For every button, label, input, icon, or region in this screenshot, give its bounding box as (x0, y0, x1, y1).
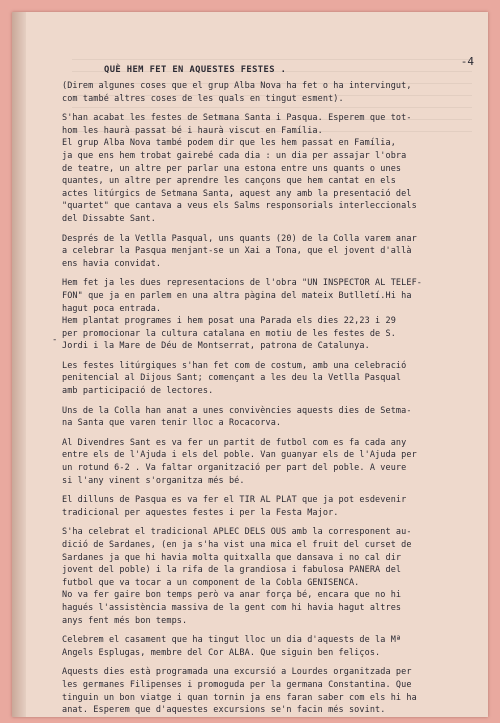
paragraph: Hem fet ja les dues representacions de l'obra "UN INSPECTOR AL TELEF- FON" que ja en parlem en una altra pàgina del mateix Butlletí.Hi ha hagut poca entrada. Hem plantat programes i hem posat una Parada els dies 22,23 i 29 per promocionar la cultura catalana en motiu de les festes de S. Jordi i la Mare de Déu de Montserrat, patrona de Catalunya. (62, 278, 423, 352)
margin-mark: - (52, 335, 58, 345)
page-binding (12, 12, 26, 717)
paragraph: Uns de la Colla han anat a unes convivències aquests dies de Setma- na Santa que varen tenir lloc a Rocacorva. (62, 405, 412, 429)
body-text (62, 80, 488, 717)
paragraph: Al Divendres Sant es va fer un partit de futbol com es fa cada any entre els de l'Ajuda i els del poble. Van guanyar els de l'Ajuda per un rotund 6-2 . Va faltar organització per part del poble. A veure si l'any vinent s'organitza més bé. (62, 437, 417, 486)
page-title: QUÈ HEM FET EN AQUESTES FESTES . (104, 65, 287, 75)
paragraph: Aquests dies està programada una excursió a Lourdes organitzada per les germanes Filipenses i promoguda per la germana Constantina. Que tinguin un bon viatge i quan tornin ja ens faran saber com els hi ha anat. Esperem que d'aquestes excursions se'n facin més sovint. (62, 667, 417, 716)
document-page (12, 12, 488, 717)
paragraph: S'han acabat les festes de Setmana Santa i Pasqua. Esperem que tot- hom les haurà passat bé i haurà viscut en Família. El grup Alba Nova també podem dir que les hem passat en Família, ja que ens hem trobat gairebé cada dia : un dia per assajar l'obra de teatre, un altre per parlar una estona entre uns quants o unes quantes, un altre per aprendre les cançons que hem cantat en els actes litúrgics de Setmana Santa, aquest any amb la presentació del "quartet" que cantava a veus els Salms responsorials interleccionals del Dissabte Sant. (62, 113, 417, 224)
paragraph: S'ha celebrat el tradicional APLEC DELS OUS amb la corresponent au- dició de Sardanes, (en ja s'ha vist una mica el fruit del curset de Sardanes ja que hi havia molta quitxalla que dansava i no cal dir jovent del poble) i la rifa de la grandiosa i fabulosa PANERA del futbol que va tocar a un component de la Cobla GENISENCA. No va fer gaire bon temps però va anar força bé, encara que no hi hagués l'assistència massiva de la gent com hi havia hagut altres anys fent més bon temps. (62, 527, 412, 626)
header (104, 55, 484, 77)
paragraph: Després de la Vetlla Pasqual, uns quants (20) de la Colla varem anar a celebrar la Pasqua menjant-se un Xai a Tona, que el jovent d'allà ens havia convidat. (62, 233, 417, 269)
paragraph: El dilluns de Pasqua es va fer el TIR AL PLAT que ja pot esdevenir tradicional per aquestes festes i per la Festa Major. (62, 495, 407, 518)
paragraph: Les festes litúrgiques s'han fet com de costum, amb una celebració penitencial al Dijous Sant; començant a les deu la Vetlla Pasqual amb participació de lectores. (62, 360, 407, 397)
page-number: -4 (460, 55, 474, 68)
paragraph: (Direm algunes coses que el grup Alba Nova ha fet o ha intervingut, com també altres coses de les quals en tingut esment). (62, 81, 412, 104)
paragraph: Celebrem el casament que ha tingut lloc un dia d'aquests de la Mª Angels Esplugas, membre del Cor ALBA. Que siguin ben feliços. (62, 635, 402, 658)
